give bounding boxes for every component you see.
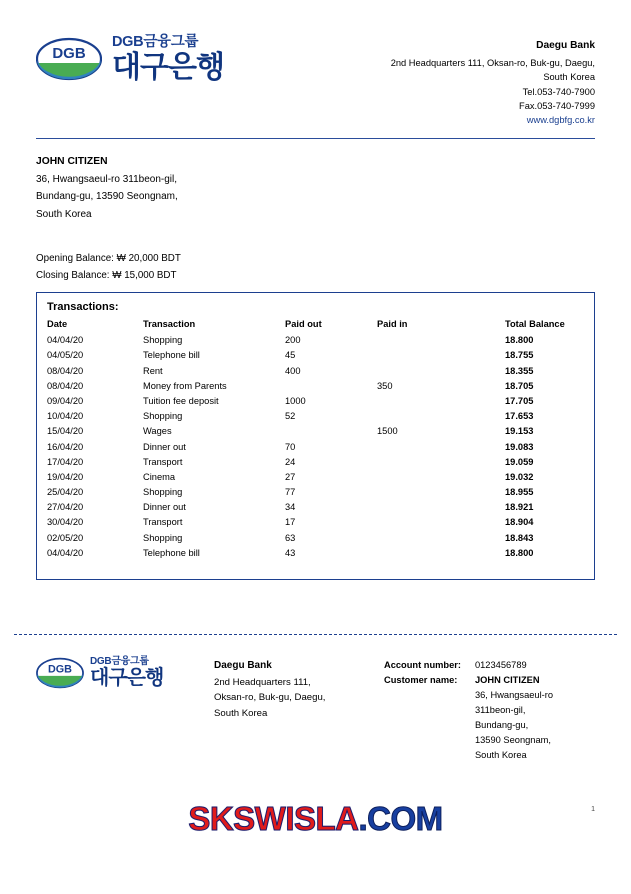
document-footer (36, 655, 595, 763)
cell-total-balance: 17.653 (505, 411, 534, 422)
page-number: 1 (591, 806, 595, 813)
table-row (47, 424, 584, 439)
table-row (47, 530, 584, 545)
cell-paid-out: 45 (285, 350, 296, 361)
table-row (47, 545, 584, 560)
footer-logo-text-bottom: 대구은행 (90, 667, 164, 689)
cell-paid-in (377, 439, 505, 454)
cell-date: 08/04/20 (47, 365, 84, 376)
cell-paid-in (377, 515, 505, 530)
footer-account-values (475, 658, 553, 763)
cell-transaction: Telephone bill (143, 350, 200, 361)
transactions-table-body (47, 333, 584, 561)
bank-address-line-1: 2nd Headquarters 111, Oksan-ro, Buk-gu, Daegu, (390, 57, 595, 68)
cell-paid-out: 77 (285, 487, 296, 498)
cell-paid-out (285, 378, 377, 393)
cell-date: 30/04/20 (47, 517, 84, 528)
cell-paid-in: 350 (377, 380, 393, 391)
cell-paid-out: 63 (285, 532, 296, 543)
cell-transaction: Shopping (143, 335, 183, 346)
svg-text:DGB: DGB (48, 663, 72, 676)
footer-customer-address-line-2: 311beon-gil, (474, 705, 526, 716)
transactions-panel (36, 292, 595, 580)
cell-paid-in (377, 393, 505, 408)
cell-paid-out: 17 (285, 517, 296, 528)
cell-total-balance: 17.705 (505, 395, 534, 406)
cell-transaction: Transport (143, 517, 183, 528)
cell-paid-in (377, 485, 505, 500)
footer-bank-address-line-1: 2nd Headquarters 111, (214, 676, 311, 688)
cell-paid-in (377, 545, 505, 560)
cell-date: 04/04/20 (47, 547, 84, 558)
bank-logo-wordmark (112, 35, 224, 83)
customer-address-line-1: 36, Hwangsaeul-ro 311beon-gil, (36, 173, 178, 185)
watermark (0, 800, 631, 838)
cell-paid-out: 43 (285, 547, 296, 558)
footer-customer-address-line-4: 13590 Seongnam, (474, 735, 551, 746)
cell-paid-out: 1000 (285, 395, 306, 406)
table-header-row (47, 318, 584, 333)
transactions-title: Transactions: (47, 300, 119, 313)
footer-bank-address (214, 655, 384, 722)
cell-date: 17/04/20 (47, 456, 84, 467)
opening-balance: Opening Balance: ₩ 20,000 BDT (36, 253, 181, 265)
cell-paid-in: 1500 (377, 426, 398, 437)
cell-paid-in (377, 409, 505, 424)
customer-name: JOHN CITIZEN (36, 155, 108, 167)
bank-website[interactable]: www.dgbfg.co.kr (526, 115, 595, 126)
cell-total-balance: 18.800 (505, 547, 534, 558)
watermark-part-2: .COM (358, 800, 443, 837)
table-row (47, 500, 584, 515)
cell-paid-in (377, 454, 505, 469)
column-header-transaction: Transaction (143, 318, 196, 329)
cell-total-balance: 18.843 (505, 532, 534, 543)
cell-transaction: Shopping (143, 487, 183, 498)
footer-bank-address-line-3: South Korea (214, 708, 268, 720)
cell-total-balance: 18.904 (505, 517, 534, 528)
cell-date: 08/04/20 (47, 380, 84, 391)
table-row (47, 363, 584, 378)
column-header-paid-in: Paid in (377, 318, 408, 329)
cell-paid-in (377, 333, 505, 348)
cell-total-balance: 18.705 (505, 380, 534, 391)
document-header (36, 0, 595, 128)
dgb-logo-icon (36, 34, 102, 84)
cell-date: 04/05/20 (47, 350, 84, 361)
footer-customer-address-line-3: Bundang-gu, (474, 720, 529, 731)
cell-transaction: Cinema (143, 471, 176, 482)
value-customer-name: JOHN CITIZEN (474, 675, 540, 686)
cell-paid-out: 34 (285, 502, 296, 513)
cell-total-balance: 18.755 (505, 350, 534, 361)
table-row (47, 439, 584, 454)
cell-transaction: Rent (143, 365, 163, 376)
table-row (47, 348, 584, 363)
cell-transaction: Tuition fee deposit (143, 395, 219, 406)
cell-transaction: Money from Parents (143, 380, 227, 391)
footer-bank-address-line-2: Oksan-ro, Buk-gu, Daegu, (214, 692, 326, 704)
bank-logo-header (36, 34, 224, 84)
cell-date: 15/04/20 (47, 426, 84, 437)
tear-off-divider (14, 634, 617, 635)
table-row (47, 409, 584, 424)
column-header-paid-out: Paid out (285, 318, 322, 329)
label-account-number: Account number: (384, 660, 461, 670)
column-header-date: Date (47, 318, 68, 329)
cell-paid-in (377, 469, 505, 484)
table-row (47, 469, 584, 484)
cell-date: 19/04/20 (47, 471, 84, 482)
bank-name: Daegu Bank (536, 40, 595, 51)
logo-text-top: DGB금융그룹 (112, 34, 199, 50)
bank-address-line-2: South Korea (543, 72, 595, 83)
cell-total-balance: 18.355 (505, 365, 534, 376)
value-account-number: 0123456789 (474, 660, 527, 670)
cell-date: 09/04/20 (47, 395, 84, 406)
closing-balance: Closing Balance: ₩ 15,000 BDT (36, 270, 177, 281)
table-row (47, 393, 584, 408)
footer-customer-address-line-5: South Korea (474, 750, 527, 761)
cell-transaction: Wages (143, 426, 172, 437)
cell-total-balance: 19.153 (505, 426, 534, 437)
bank-fax: Fax.053-740-7999 (519, 101, 595, 112)
cell-date: 04/04/20 (47, 335, 84, 346)
cell-total-balance: 19.059 (505, 456, 534, 467)
label-customer-name: Customer name: (384, 675, 458, 686)
cell-total-balance: 18.955 (505, 487, 534, 498)
footer-account-labels (384, 658, 461, 763)
customer-address-line-2: Bundang-gu, 13590 Seongnam, (36, 191, 178, 203)
column-header-total-balance: Total Balance (505, 318, 565, 329)
cell-transaction: Shopping (143, 411, 183, 422)
cell-date: 25/04/20 (47, 487, 84, 498)
cell-paid-out: 70 (285, 441, 296, 452)
cell-paid-in (377, 500, 505, 515)
table-row (47, 485, 584, 500)
cell-total-balance: 19.032 (505, 471, 534, 482)
cell-paid-in (377, 530, 505, 545)
cell-paid-out: 200 (285, 335, 301, 346)
table-row (47, 378, 584, 393)
customer-address-block (36, 153, 595, 224)
footer-bank-name: Daegu Bank (214, 660, 272, 671)
cell-transaction: Telephone bill (143, 547, 200, 558)
cell-paid-in (377, 348, 505, 363)
cell-date: 16/04/20 (47, 441, 84, 452)
cell-paid-out: 27 (285, 471, 296, 482)
footer-logo-wordmark (90, 657, 163, 689)
cell-total-balance: 18.921 (505, 502, 534, 513)
table-row (47, 515, 584, 530)
logo-text-bottom: 대구은행 (112, 50, 224, 84)
cell-paid-out: 52 (285, 411, 296, 422)
cell-paid-in (377, 363, 505, 378)
table-row (47, 333, 584, 348)
bank-telephone: Tel.053-740-7900 (522, 86, 595, 97)
cell-transaction: Transport (143, 456, 183, 467)
cell-transaction: Dinner out (143, 502, 186, 513)
header-divider (36, 138, 595, 139)
cell-total-balance: 18.800 (505, 335, 534, 346)
cell-paid-out: 400 (285, 365, 301, 376)
dgb-logo-icon (36, 655, 84, 691)
svg-text:DGB: DGB (52, 45, 86, 62)
transactions-table (47, 318, 584, 561)
cell-date: 27/04/20 (47, 502, 84, 513)
cell-date: 10/04/20 (47, 411, 84, 422)
customer-address-line-3: South Korea (36, 208, 92, 220)
cell-total-balance: 19.083 (505, 441, 534, 452)
cell-date: 02/05/20 (47, 532, 84, 543)
cell-paid-out (285, 424, 377, 439)
bank-contact-block (391, 34, 595, 128)
footer-logo-text-top: DGB금융그룹 (90, 656, 149, 667)
balance-summary (36, 251, 595, 284)
watermark-part-1: SKSWISLA (188, 800, 359, 837)
footer-account-block (384, 655, 553, 763)
cell-transaction: Dinner out (143, 441, 186, 452)
bank-logo-footer (36, 655, 214, 691)
cell-transaction: Shopping (143, 532, 183, 543)
cell-paid-out: 24 (285, 456, 296, 467)
table-row (47, 454, 584, 469)
footer-customer-address-line-1: 36, Hwangsaeul-ro (474, 690, 554, 701)
